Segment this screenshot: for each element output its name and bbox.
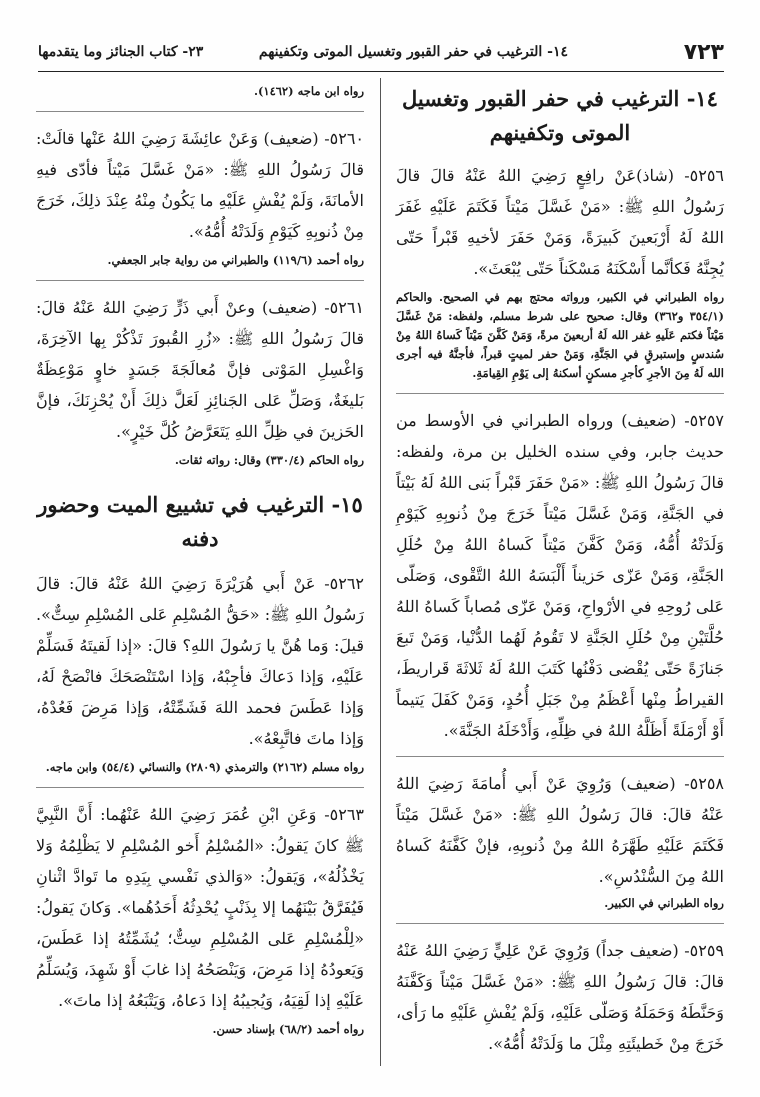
hadith-5260: ٥٢٦٠- (ضعيف) وَعَنْ عائِشَةَ رَضِيَ اللهُ عَنْها قالَتْ: قالَ رَسُولُ اللهِ ﷺ: «مَنْ غَسَّلَ مَيْتاً فأدّى فيهِ الأمانَةَ، وَلَمْ يُفْشِ عَلَيْهِ ما يَكُونُ مِنْهُ عِنْدَ ذلِكَ، خَرَجَ مِنْ ذُنوبِهِ كَيَوْمِ وَلَدَتْهُ أُمُّهُ». [36, 129, 364, 241]
source-5262: رواه مسلم (٢١٦٢) والترمذي (٢٨٠٩) والنسائي (٥٤/٤) وابن ماجه. [45, 760, 364, 774]
separator [396, 756, 724, 758]
left-column [36, 82, 364, 1039]
running-section-title: ١٤- الترغيب في حفر القبور وتغسيل الموتى وتكفينهم [258, 44, 568, 60]
column-divider [380, 78, 381, 1066]
source-5260: رواه أحمد (١١٩/٦) والطبراني من رواية جابر الجعفي. [107, 253, 364, 267]
source-5259: رواه ابن ماجه (١٤٦٢). [253, 84, 364, 98]
separator [36, 280, 364, 282]
hadith-5259: ٥٢٥٩- (ضعيف جداً) وَرُوِيَ عَنْ عَلِيٍّ رَضِيَ اللهُ عَنْهُ قالَ: قالَ رَسُولُ اللهِ ﷺ: «مَنْ غَسَّلَ مَيْتاً وَكَفَّنَهُ وَحَنَّطَهُ وَحَمَلَهُ وَصَلّى عَلَيْهِ، وَلَمْ يُفْشِ عَلَيْهِ ما رَأى، خَرَجَ مِنْ خَطيئَتِهِ مِثْلَ ما وَلَدَتْهُ أُمُّهُ». [396, 941, 724, 1053]
source-5256: رواه الطبراني في الكبير، ورواته محتج بهم في الصحيح. والحاكم (٣٥٤/١ و٣٦٢) وقال: صحيح على شرط مسلم، ولفظه: مَنْ غَسَّلَ مَيْتاً فكتم عَلَيهِ غفر الله لَهُ أربعينَ مرةً، وَمَنْ كَفَّنَ مَيْتاً كَساهُ اللهُ مِنْ سُندسٍ وإستبرقٍ في الجَنَّةِ، وَمَنْ حفر لميتٍ قبراً، فأجنَّهُ فيه أجرى الله لَهُ مِنَ الأجرِ كأجرِ مسكنٍ أسكنهُ إلى يَوْمِ القِيامَةِ. [396, 290, 724, 380]
hadith-5261: ٥٢٦١- (ضعيف) وعنْ أَبي ذَرٍّ رَضِيَ اللهُ عَنْهُ قالَ: قالَ رَسُولُ اللهِ ﷺ: «زُرِ القُبورَ تَذْكُرْ بِها الآخِرَةَ، وَاغْسِلِ المَوْتى فإنَّ مُعالَجَةَ جَسَدٍ خاوٍ مَوْعِظَةٌ بَليغَةٌ، وَصَلِّ عَلى الجَنائِزِ لَعَلَّ ذلِكَ أَنْ يُحْزِنَكَ، فإنَّ الحَزينَ في ظِلِّ اللهِ يَتَعَرَّضُ كُلَّ خَيْرٍ». [36, 298, 364, 441]
hadith-5257: ٥٢٥٧- (ضعيف) ورواه الطبراني في الأوسط من حديث جابر، وفي سنده الخليل بن مرة، ولفظه: قالَ رَسُولُ اللهِ ﷺ: «مَنْ حَفَرَ قَبْراً بَنى اللهُ لَهُ بَيْتاً في الجَنَّةِ، وَمَنْ غَسَّلَ مَيْتاً خَرَجَ مِنْ ذُنوبِهِ كَيَوْمِ وَلَدَتْهُ أُمُّهُ، وَمَنْ كَفَّنَ مَيْتاً كَساهُ اللهُ مِنْ حُلَلِ الجَنَّةِ، وَمَنْ عَزّى حَزيناً أَلْبَسَهُ اللهُ التَّقْوى، وَصَلّى عَلى رُوحِهِ في الأرْواحِ، وَمَنْ عَزّى مُصاباً كَساهُ اللهُ حُلَّتَيْنِ مِنْ حُلَلِ الجَنَّةِ لا تَقُومُ لَهُما الدُّنْيا، وَمَنْ تَبعَ جَنازَةً حَتّى يُقْضى دَفْنُها كَتَبَ اللهُ لَهُ ثَلاثَةَ قَراريطَ، القيراطُ مِنْها أَعْظَمُ مِنْ جَبَلِ أُحُدٍ، وَمَنْ كَفَلَ يَتيماً أَوْ أَرْمَلَةً أَظَلَّهُ اللهُ في ظِلِّهِ، وَأَدْخَلَهُ الجَنَّةَ». [396, 411, 724, 740]
hadith-5262: ٥٢٦٢- عَنْ أَبي هُرَيْرَةَ رَضِيَ اللهُ عَنْهُ قالَ: قالَ رَسُولُ اللهِ ﷺ: «حَقُّ المُسْلِمِ عَلى المُسْلِمِ سِتٌّ». قيلَ: وَما هُنَّ يا رَسُولَ اللهِ؟ قالَ: «إذا لَقيتَهُ فَسَلِّمْ عَلَيْهِ، وَإذا دَعاكَ فأجِبْهُ، وَإذا اسْتَنْصَحَكَ فانْصَحْ لَهُ، وَإذا عَطَسَ فحمد اللهَ فَشَمِّتْهُ، وَإذا مَرِضَ فَعُدْهُ، وَإذا ماتَ فاتَّبِعْهُ». [36, 574, 364, 748]
section-title-15: ١٥- الترغيب في تشييع الميت وحضور دفنه [37, 492, 363, 551]
hadith-5263: ٥٢٦٣- وَعَنِ ابْنِ عُمَرَ رَضِيَ اللهُ عَنْهُما: أَنَّ النَّبِيَّ ﷺ كانَ يَقولُ: «المُسْلِمُ أَخو المُسْلِمِ لا يَظْلِمُهُ وَلا يَخْذُلُهُ»، وَيَقولُ: «وَالذي نَفْسي بِيَدِهِ ما تَوادَّ اثْنانِ فَيُفَرَّقُ بَيْنَهُما إلا بِذَنْبٍ يُحْدِثُهُ أَحَدُهُما». وَكانَ يَقولُ: «لِلْمُسْلِمِ عَلى المُسْلِمِ سِتٌّ؛ يُشَمِّتُهُ إذا عَطَسَ، وَيَعودُهُ إذا مَرِضَ، وَيَنْصَحُهُ إذا غابَ أَوْ شَهِدَ، وَيُسَلِّمُ عَلَيْهِ إذا لَقِيَهُ، وَيُجيبُهُ إذا دَعاهُ، وَيَتْبَعُهُ إذا ماتَ». [36, 805, 364, 1010]
separator [36, 111, 364, 113]
hadith-5258: ٥٢٥٨- (ضعيف) وَرُوِيَ عَنْ أَبي أُمامَةَ رَضِيَ اللهُ عَنْهُ قالَ: قالَ رَسُولُ اللهِ ﷺ: «مَنْ غَسَّلَ مَيْتاً فَكَتَمَ عَلَيْهِ طَهَّرَهُ اللهُ مِنْ ذُنوبِهِ، فإنْ كَفَّنَهُ كَساهُ اللهُ مِنَ السُّنْدُسِ». [396, 774, 724, 886]
source-5261: رواه الحاكم (٣٣٠/٤) وقال: رواته ثقات. [174, 453, 364, 467]
separator [396, 923, 724, 925]
source-5258: رواه الطبراني في الكبير. [604, 896, 724, 910]
page-number: ٧٢٣ [683, 40, 724, 65]
separator [36, 787, 364, 789]
right-column [396, 82, 724, 1059]
running-book-title: ٢٣- كتاب الجنائز وما يتقدمها [38, 44, 204, 60]
separator [396, 393, 724, 395]
hadith-5256: ٥٢٥٦- (شاذ)عَنْ رافِعٍ رَضِيَ اللهُ عَنْهُ قالَ قالَ رَسُولُ اللهِ ﷺ: «مَنْ غَسَّلَ مَيْتاً فَكَتَمَ عَلَيْهِ غَفَرَ اللهُ لَهُ أَرْبَعينَ كَبيرَةً، وَمَنْ حَفَرَ لأخيهِ قَبْراً حَتّى يُجِنَّهُ فَكأنَّما أَسْكَنَهُ مَسْكَناً حَتّى يُبْعَثَ». [396, 166, 724, 278]
page-header [38, 40, 724, 70]
section-title-14-line2: الموتى وتكفينهم [489, 120, 631, 145]
section-title-14-line1: ١٤- الترغيب في حفر القبور وتغسيل [402, 86, 718, 111]
source-5263: رواه أحمد (٦٨/٢) بإسناد حسن. [212, 1022, 364, 1036]
header-rule [38, 71, 724, 72]
